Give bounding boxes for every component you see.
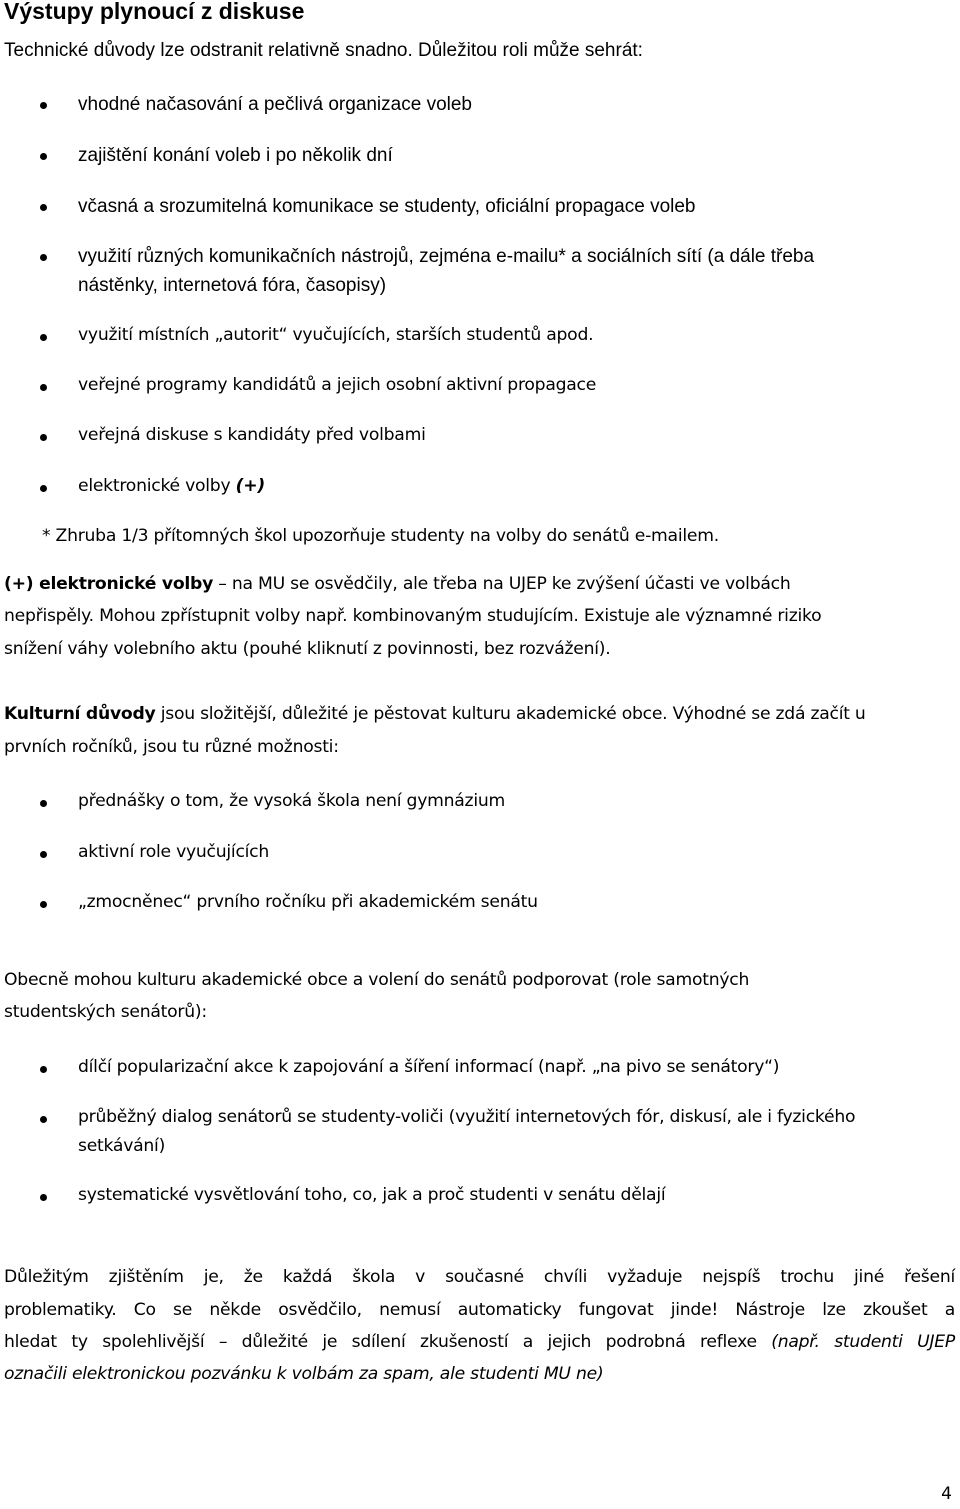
list-item: průběžný dialog senátorů se studenty-voliči (využití internetových fór, diskusí, ale i fyzického [78,1107,856,1127]
conclusion-text: hledat ty spolehlivější – důležité je sdílení zkušeností a jejich podrobná reflexe [4,1332,757,1352]
bullet-icon [40,800,47,807]
evoting-paragraph-line [4,574,790,594]
bullet-icon [40,485,47,492]
list-item-continuation: setkávání) [78,1136,166,1156]
bullet-icon [40,1116,47,1123]
bullet-icon [40,334,47,341]
bullet-icon [40,901,47,908]
evoting-paragraph-line: snížení váhy volebního aktu (pouhé kliknutí z povinnosti, bez rozvážení). [4,639,611,659]
bullet-icon [40,384,47,391]
conclusion-line: problematiky. Co se někde osvědčilo, nemusí automaticky fungovat jinde! Nástroje lze zkoušet a [4,1300,955,1320]
cultural-label: Kulturní důvody [4,704,156,724]
list-item: včasná a srozumitelná komunikace se studenty, oficiální propagace voleb [78,196,696,217]
bullet-icon [40,254,47,261]
list-item-continuation: nástěnky, internetová fóra, časopisy) [78,275,387,296]
list-item: zajištění konání voleb i po několik dní [78,145,393,166]
list-item: aktivní role vyučujících [78,842,270,862]
list-item: dílčí popularizační akce k zapojování a šíření informací (např. „na pivo se senátory“) [78,1057,780,1077]
cultural-paragraph-line [4,704,866,724]
bullet-icon [40,204,47,211]
list-item-text: elektronické volby [78,476,231,496]
conclusion-line [4,1364,603,1384]
cultural-paragraph-line: prvních ročníků, jsou tu různé možnosti: [4,737,339,757]
list-item: veřejné programy kandidátů a jejich osobní aktivní propagace [78,375,597,395]
support-paragraph-line: Obecně mohou kulturu akademické obce a volení do senátů podporovat (role samotných [4,970,750,990]
list-item: využití různých komunikačních nástrojů, zejména e-mailu* a sociálních sítí (a dále třeba [78,246,815,267]
conclusion-line [4,1332,955,1352]
page-title: Výstupy plynoucí z diskuse [4,0,305,24]
list-item: veřejná diskuse s kandidáty před volbami [78,425,426,445]
cultural-text: jsou složitější, důležité je pěstovat kulturu akademické obce. Výhodné se zdá začít u [160,704,866,724]
list-item: využití místních „autorit“ vyučujících, starších studentů apod. [78,325,594,345]
list-item: „zmocněnec“ prvního ročníku při akademickém senátu [78,892,538,912]
list-item: systematické vysvětlování toho, co, jak a proč studenti v senátu dělají [78,1185,666,1205]
conclusion-line: Důležitým zjištěním je, že každá škola v současné chvíli vyžaduje nejspíš trochu jiné řešení [4,1267,955,1287]
bullet-icon [40,153,47,160]
list-item: přednášky o tom, že vysoká škola není gymnázium [78,791,505,811]
conclusion-example: označili elektronickou pozvánku k volbám za spam, ale studenti MU ne) [4,1364,604,1384]
bullet-icon [40,102,47,109]
list-item [78,476,265,496]
support-paragraph-line: studentských senátorů): [4,1002,207,1022]
footnote: * Zhruba 1/3 přítomných škol upozorňuje studenty na volby do senátů e-mailem. [42,526,719,546]
bullet-icon [40,851,47,858]
evoting-marker: (+) [235,476,265,496]
bullet-icon [40,434,47,441]
evoting-paragraph-line: nepřispěly. Mohou zpřístupnit volby např. kombinovaným studujícím. Existuje ale významné riziko [4,606,822,626]
evoting-text: – na MU se osvědčily, ale třeba na UJEP ke zvýšení účasti ve volbách [218,574,791,594]
bullet-icon [40,1194,47,1201]
evoting-label: (+) elektronické volby [4,574,214,594]
bullet-icon [40,1066,47,1073]
list-item: vhodné načasování a pečlivá organizace voleb [78,94,472,115]
page-number: 4 [941,1484,952,1504]
conclusion-example: (např. studenti UJEP [771,1332,955,1352]
intro-text: Technické důvody lze odstranit relativně snadno. Důležitou roli může sehrát: [4,40,643,61]
